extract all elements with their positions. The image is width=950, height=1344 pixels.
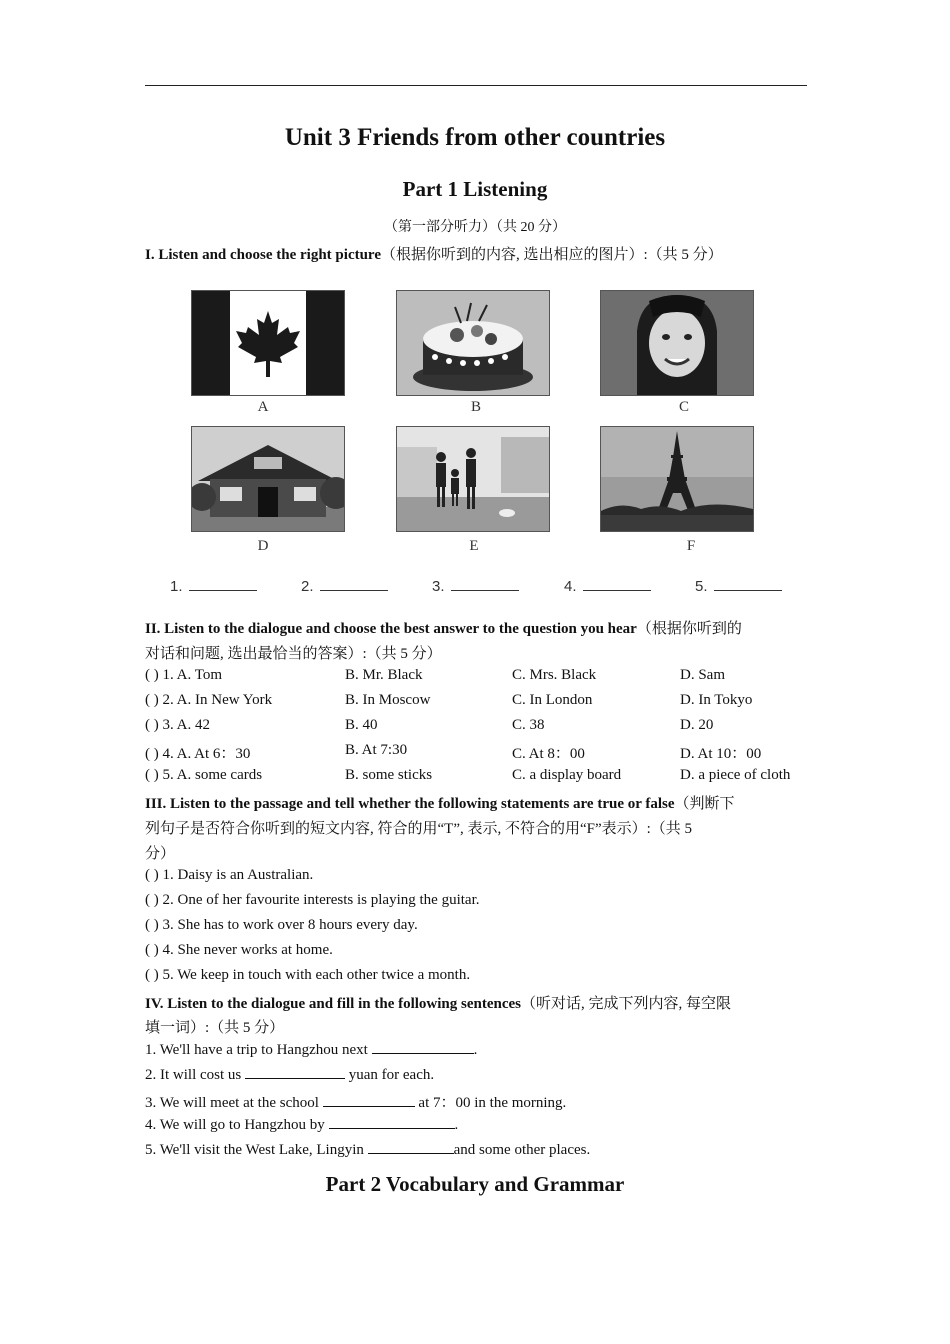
q4-option-d[interactable]: D. At 10：00 [680,746,762,762]
answer-blank-4[interactable]: 4. [564,576,651,595]
fill-sentence-1: 1. We'll have a trip to Hangzhou next . [145,1042,478,1058]
tf-statement-3[interactable]: ( ) 3. She has to work over 8 hours every day. [145,917,418,933]
section3-heading-cont: 列句子是否符合你听到的短文内容, 符合的用“T”, 表示, 不符合的用“F”表示）:（共 5 [145,821,693,837]
q1-option-d[interactable]: D. Sam [680,667,725,683]
header-rule [145,85,807,86]
picture-letter-f: F [686,538,696,554]
picture-letter-a: A [257,399,269,415]
q5-option-b[interactable]: B. some sticks [345,767,433,783]
house-icon[interactable] [191,426,345,532]
section2-heading: II. Listen to the dialogue and choose the best answer to the question you hear（根据你听到的 [145,621,742,637]
fill-sentence-5: 5. We'll visit the West Lake, Lingyin and some other places. [145,1142,591,1158]
fill-sentence-2: 2. It will cost us yuan for each. [145,1067,435,1083]
tf-statement-4[interactable]: ( ) 4. She never works at home. [145,942,333,958]
fill-blank-3[interactable] [323,1094,415,1107]
q1-option-c[interactable]: C. Mrs. Black [512,667,597,683]
answer-blank-2[interactable]: 2. [301,576,388,595]
section1-heading: I. Listen and choose the right picture（根据你听到的内容, 选出相应的图片）:（共 5 分） [145,247,723,263]
q1-stem[interactable]: ( ) 1. A. Tom [145,667,223,683]
fill-blank-5[interactable] [368,1141,454,1154]
part1-subtitle: （第一部分听力）（共 20 分） [384,220,566,235]
q2-option-b[interactable]: B. In Moscow [345,692,431,708]
answer-blank-5[interactable]: 5. [695,576,782,595]
q3-option-d[interactable]: D. 20 [680,717,714,733]
fill-blank-1[interactable] [372,1041,474,1054]
tf-statement-5[interactable]: ( ) 5. We keep in touch with each other twice a month. [145,967,471,983]
answer-blank-3[interactable]: 3. [432,576,519,595]
section2-heading-cont: 对话和问题, 选出最恰当的答案）:（共 5 分） [145,646,442,662]
eiffel-tower-icon[interactable] [600,426,754,532]
family-walking-icon[interactable] [396,426,550,532]
q3-option-b[interactable]: B. 40 [345,717,378,733]
section3-heading: III. Listen to the passage and tell whether the following statements are true or false（判断下 [145,796,735,812]
q5-option-c[interactable]: C. a display board [512,767,622,783]
section4-heading: IV. Listen to the dialogue and fill in the following sentences（听对话, 完成下列内容, 每空限 [145,996,732,1012]
section3-heading-end: 分） [145,846,176,862]
q4-option-b[interactable]: B. At 7:30 [345,742,408,758]
picture-letter-b: B [470,399,481,415]
q3-stem[interactable]: ( ) 3. A. 42 [145,717,210,733]
unit-title: Unit 3 Friends from other countries [284,124,666,151]
tf-statement-1[interactable]: ( ) 1. Daisy is an Australian. [145,867,314,883]
fill-blank-2[interactable] [245,1066,345,1079]
fill-sentence-4: 4. We will go to Hangzhou by . [145,1117,459,1133]
q2-option-d[interactable]: D. In Tokyo [680,692,753,708]
part1-title: Part 1 Listening [402,177,548,201]
part2-title: Part 2 Vocabulary and Grammar [325,1172,625,1196]
q1-option-b[interactable]: B. Mr. Black [345,667,423,683]
q2-option-c[interactable]: C. In London [512,692,593,708]
section4-heading-cont: 填一词）:（共 5 分） [145,1020,285,1036]
picture-letter-e: E [469,538,479,554]
fill-sentence-3: 3. We will meet at the school at 7：00 in the morning. [145,1095,567,1111]
tf-statement-2[interactable]: ( ) 2. One of her favourite interests is playing the guitar. [145,892,480,908]
q4-option-c[interactable]: C. At 8：00 [512,746,585,762]
q5-option-d[interactable]: D. a piece of cloth [680,767,791,783]
fill-blank-4[interactable] [329,1116,455,1129]
answer-blank-1[interactable]: 1. [170,576,257,595]
canada-flag-icon[interactable] [191,290,345,396]
q5-stem[interactable]: ( ) 5. A. some cards [145,767,263,783]
q4-stem[interactable]: ( ) 4. A. At 6：30 [145,746,251,762]
picture-letter-d: D [257,538,269,554]
q3-option-c[interactable]: C. 38 [512,717,545,733]
cake-icon[interactable] [396,290,550,396]
picture-letter-c: C [678,399,689,415]
girl-portrait-icon[interactable] [600,290,754,396]
q2-stem[interactable]: ( ) 2. A. In New York [145,692,273,708]
